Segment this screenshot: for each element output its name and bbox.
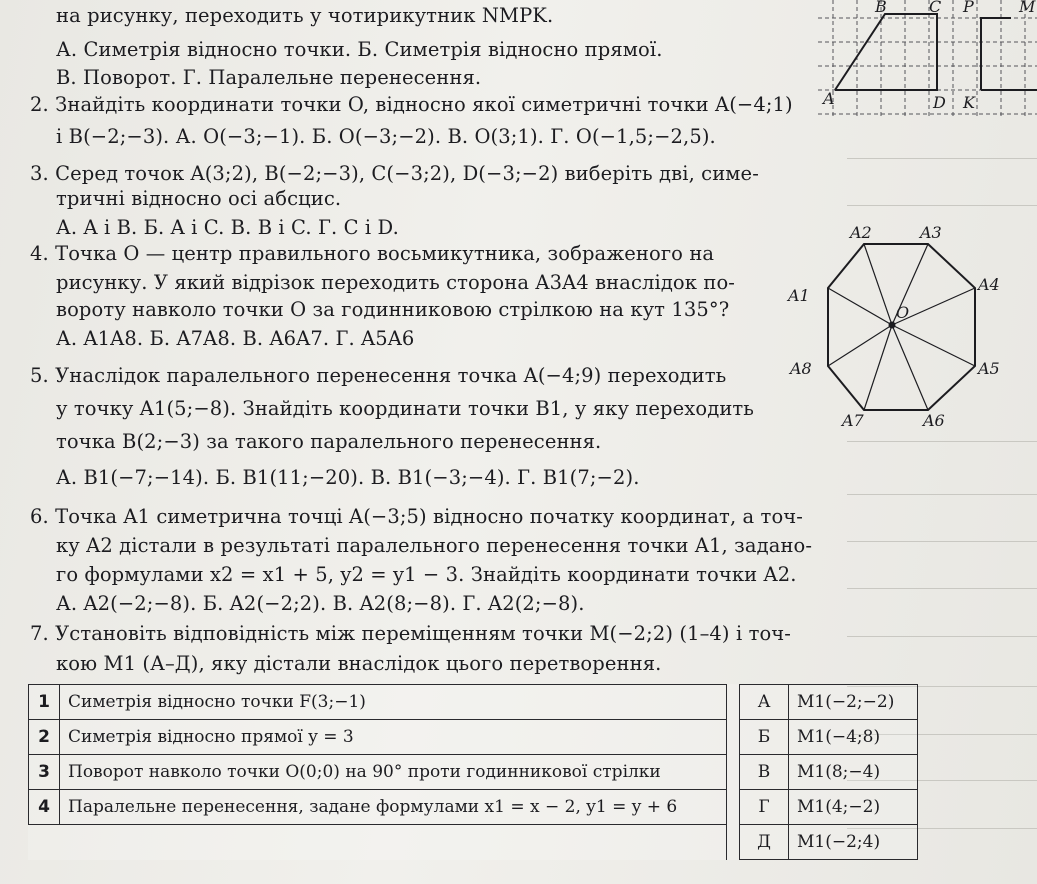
row-value: M1(4;−2): [789, 790, 918, 825]
q7-line-2: кою M1 (А–Д), яку дістали внаслідок цього перетворення.: [56, 652, 662, 675]
octagon-figure: [780, 218, 1030, 438]
label-m: M: [1019, 0, 1036, 16]
q2-line-1: 2. Знайдіть координати точки O, відносно якої симетричні точки A(−4;1): [30, 93, 793, 116]
row-value: M1(−2;−2): [789, 685, 918, 720]
margin-rule: [847, 205, 1037, 206]
margin-rule: [847, 541, 1037, 542]
q1-answers-2: В. Поворот. Г. Паралельне перенесення.: [56, 66, 482, 89]
label-a: A: [823, 89, 835, 108]
row-description: Паралельне перенесення, задане формулами x1 = x − 2, y1 = y + 6: [60, 790, 727, 825]
label-a2: A2: [850, 223, 872, 242]
q2-answers: і B(−2;−3). А. O(−3;−1). Б. O(−3;−2). В. O(3;1). Г. O(−1,5;−2,5).: [56, 125, 716, 148]
row-letter: Д: [740, 825, 789, 860]
label-a7: A7: [842, 411, 864, 430]
q3-line-2: тричні відносно осі абсцис.: [56, 187, 342, 210]
row-number: 4: [29, 790, 60, 825]
q3-answers: А. A і B. Б. A і C. В. B і C. Г. C і D.: [56, 216, 399, 239]
label-b: B: [875, 0, 887, 16]
q4-answers: А. A1A8. Б. A7A8. В. A6A7. Г. A5A6: [56, 327, 415, 350]
margin-rule: [847, 588, 1037, 589]
q4-line-2: рисунку. У який відрізок переходить сторона A3A4 внаслідок по-: [56, 271, 735, 294]
q6-line-2: ку A2 дістали в результаті паралельного перенесення точки A1, задано-: [56, 534, 813, 557]
q5-line-1: 5. Унаслідок паралельного перенесення точка A(−4;9) переходить: [30, 364, 727, 387]
q3-line-1: 3. Серед точок A(3;2), B(−2;−3), C(−3;2), D(−3;−2) виберіть дві, симе-: [30, 162, 759, 185]
label-a8: A8: [790, 359, 812, 378]
q5-line-3: точка B(2;−3) за такого паралельного перенесення.: [56, 430, 602, 453]
row-description: Симетрія відносно прямої y = 3: [60, 720, 727, 755]
matching-table: [28, 684, 918, 860]
row-number: 3: [29, 755, 60, 790]
table-row: [29, 720, 918, 755]
margin-rule: [847, 494, 1037, 495]
q5-answers: А. B1(−7;−14). Б. B1(11;−20). В. B1(−3;−4). Г. B1(7;−2).: [56, 466, 640, 489]
q4-line-1: 4. Точка O — центр правильного восьмикутника, зображеного на: [30, 242, 715, 265]
q6-line-3: го формулами x2 = x1 + 5, y2 = y1 − 3. Знайдіть координати точки A2.: [56, 563, 797, 586]
label-p: P: [963, 0, 974, 16]
margin-rule: [847, 158, 1037, 159]
label-d: D: [933, 93, 946, 112]
row-letter: В: [740, 755, 789, 790]
q7-line-1: 7. Установіть відповідність між переміщенням точки M(−2;2) (1–4) і точ-: [30, 622, 791, 645]
row-letter: Б: [740, 720, 789, 755]
q5-line-2: у точку A1(5;−8). Знайдіть координати точки B1, у яку переходить: [56, 397, 755, 420]
label-a6: A6: [923, 411, 945, 430]
trapezoid-figure: [815, 0, 1037, 118]
row-value: M1(−4;8): [789, 720, 918, 755]
label-c: C: [929, 0, 942, 16]
label-a1: A1: [788, 286, 810, 305]
margin-rule: [847, 441, 1037, 442]
label-a3: A3: [920, 223, 942, 242]
row-number: 1: [29, 685, 60, 720]
row-value: M1(−2;4): [789, 825, 918, 860]
row-description: Поворот навколо точки O(0;0) на 90° проти годинникової стрілки: [60, 755, 727, 790]
table-row: [29, 825, 918, 860]
q4-line-3: вороту навколо точки O за годинниковою стрілкою на кут 135°?: [56, 298, 730, 321]
table-row: [29, 755, 918, 790]
margin-rule: [847, 636, 1037, 637]
table-row: [29, 685, 918, 720]
row-number: 2: [29, 720, 60, 755]
row-value: M1(8;−4): [789, 755, 918, 790]
label-o: O: [896, 303, 910, 322]
label-a5: A5: [978, 359, 1000, 378]
q6-line-1: 6. Точка A1 симетрична точці A(−3;5) відносно початку координат, а точ-: [30, 505, 803, 528]
table-row: [29, 790, 918, 825]
row-letter: Г: [740, 790, 789, 825]
q1-line-2: на рисунку, переходить у чотирикутник NMPK.: [56, 4, 554, 27]
row-letter: А: [740, 685, 789, 720]
q1-answers-1: А. Симетрія відносно точки. Б. Симетрія відносно прямої.: [56, 38, 663, 61]
label-k: K: [963, 93, 975, 112]
q6-answers: А. A2(−2;−8). Б. A2(−2;2). В. A2(8;−8). Г. A2(2;−8).: [56, 592, 585, 615]
label-a4: A4: [978, 275, 1000, 294]
row-description: Симетрія відносно точки F(3;−1): [60, 685, 727, 720]
